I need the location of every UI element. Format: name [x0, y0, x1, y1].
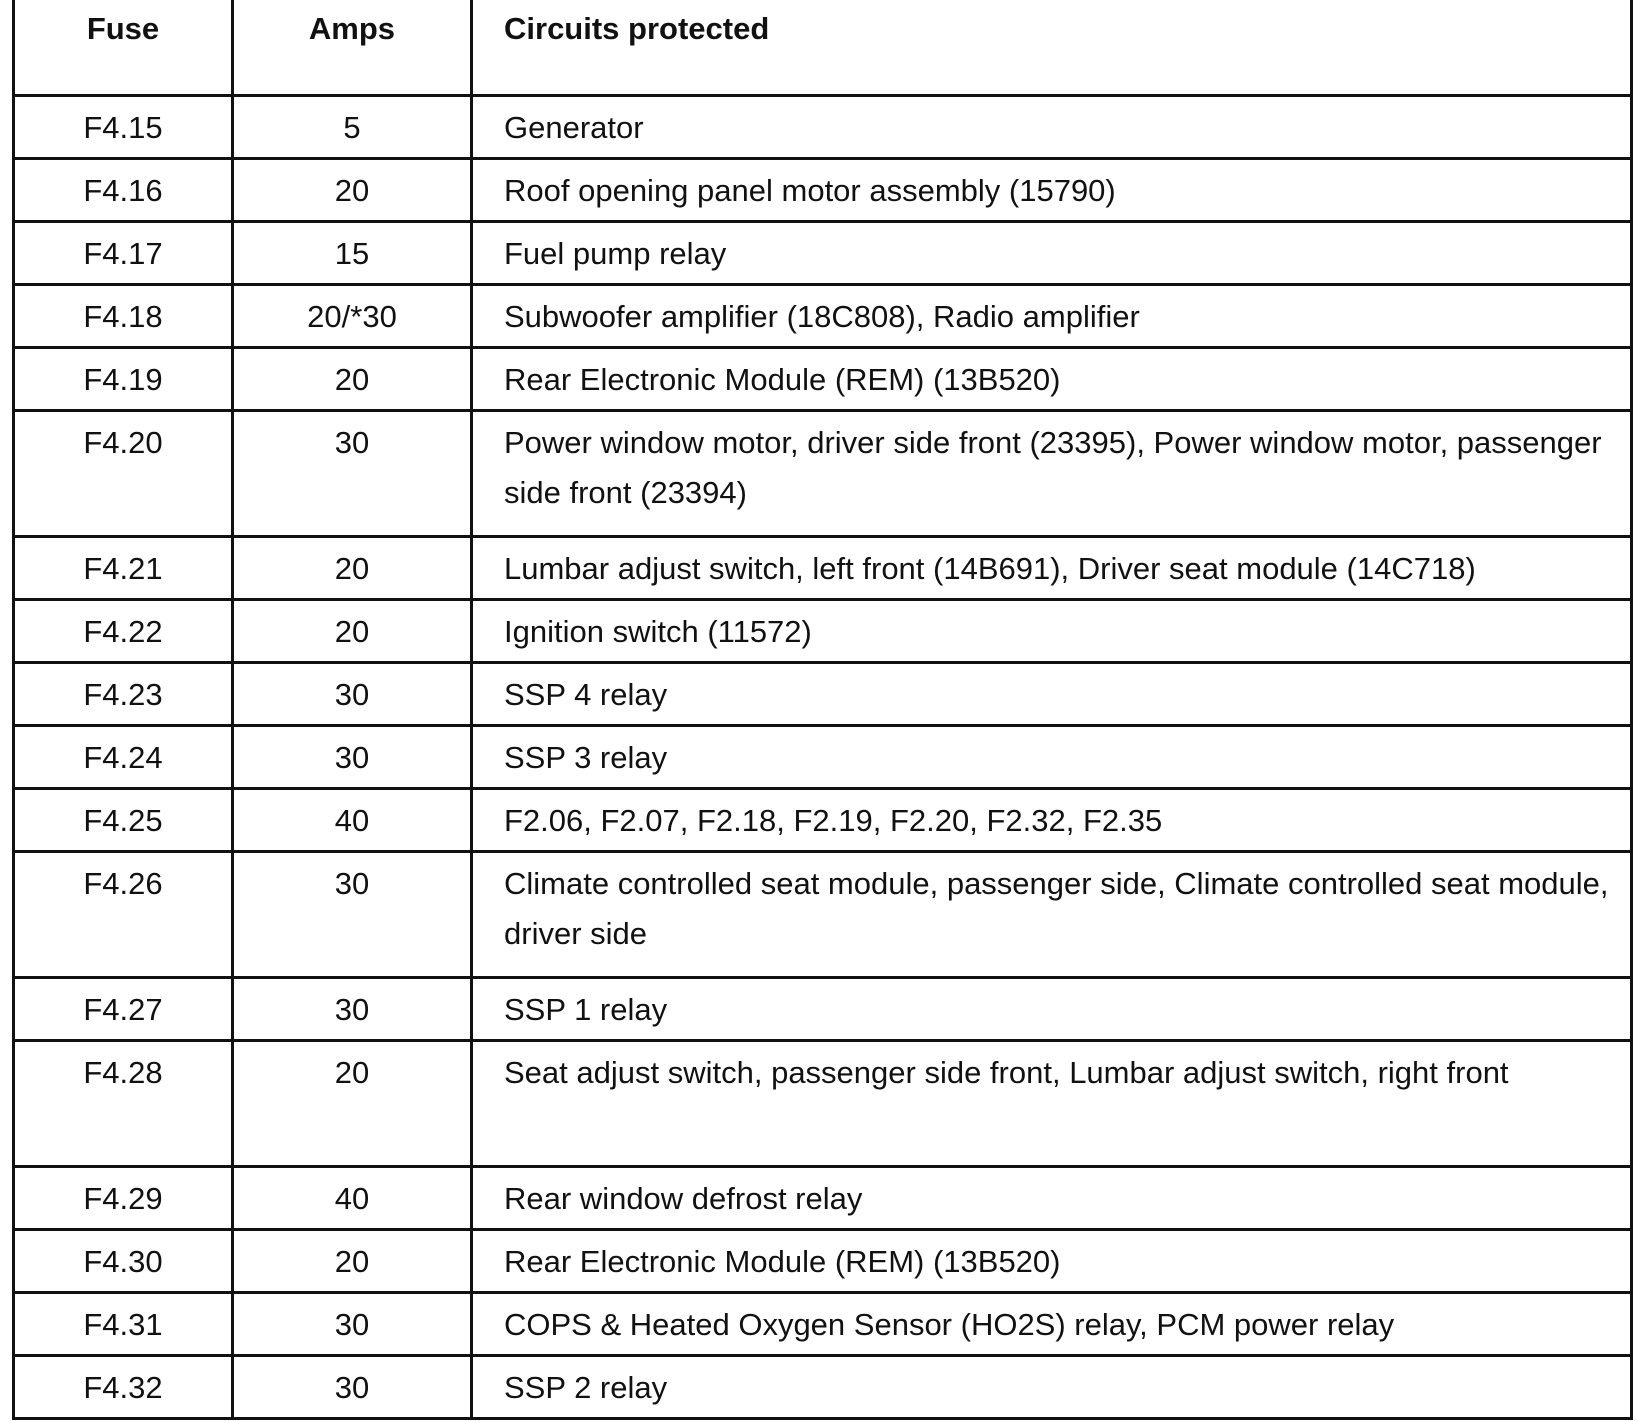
fuse-cell: F4.31: [14, 1293, 233, 1356]
fuse-cell: F4.19: [14, 348, 233, 411]
table-row: [14, 1167, 1632, 1230]
amps-cell: 20: [233, 537, 472, 600]
amps-cell: 30: [233, 978, 472, 1041]
table-row: [14, 1230, 1632, 1293]
amps-cell: 30: [233, 1293, 472, 1356]
amps-cell: 20/*30: [233, 285, 472, 348]
header-fuse: Fuse: [14, 0, 233, 96]
circuits-cell: Subwoofer amplifier (18C808), Radio amplifier: [472, 285, 1632, 348]
amps-cell: 40: [233, 789, 472, 852]
fuse-cell: F4.20: [14, 411, 233, 537]
fuse-cell: F4.30: [14, 1230, 233, 1293]
circuits-cell: Generator: [472, 96, 1632, 159]
header-amps: Amps: [233, 0, 472, 96]
amps-cell: 30: [233, 1356, 472, 1419]
circuits-cell: F2.06, F2.07, F2.18, F2.19, F2.20, F2.32, F2.35: [472, 789, 1632, 852]
table-row: [14, 222, 1632, 285]
circuits-cell: Rear Electronic Module (REM) (13B520): [472, 1230, 1632, 1293]
table-row: [14, 159, 1632, 222]
table-row: [14, 1293, 1632, 1356]
amps-cell: 20: [233, 1230, 472, 1293]
table-row: [14, 348, 1632, 411]
fuse-cell: F4.23: [14, 663, 233, 726]
fuse-cell: F4.26: [14, 852, 233, 978]
amps-cell: 30: [233, 726, 472, 789]
table-row: [14, 1356, 1632, 1419]
circuits-cell: SSP 2 relay: [472, 1356, 1632, 1419]
amps-cell: 20: [233, 348, 472, 411]
table-row: [14, 600, 1632, 663]
circuits-cell: SSP 4 relay: [472, 663, 1632, 726]
circuits-cell: Roof opening panel motor assembly (15790): [472, 159, 1632, 222]
amps-cell: 5: [233, 96, 472, 159]
table-row: [14, 1041, 1632, 1167]
amps-cell: 40: [233, 1167, 472, 1230]
table-row: [14, 852, 1632, 978]
fuse-cell: F4.15: [14, 96, 233, 159]
fuse-cell: F4.16: [14, 159, 233, 222]
circuits-cell: COPS & Heated Oxygen Sensor (HO2S) relay, PCM power relay: [472, 1293, 1632, 1356]
table-row: [14, 537, 1632, 600]
amps-cell: 30: [233, 663, 472, 726]
fuse-cell: F4.32: [14, 1356, 233, 1419]
table-row: [14, 663, 1632, 726]
fuse-cell: F4.27: [14, 978, 233, 1041]
table-row: [14, 726, 1632, 789]
table-row: [14, 411, 1632, 537]
amps-cell: 20: [233, 1041, 472, 1167]
fuse-cell: F4.21: [14, 537, 233, 600]
amps-cell: 30: [233, 852, 472, 978]
circuits-cell: Seat adjust switch, passenger side front, Lumbar adjust switch, right front: [472, 1041, 1632, 1167]
circuits-cell: SSP 3 relay: [472, 726, 1632, 789]
fuse-table: [12, 0, 1633, 1420]
fuse-cell: F4.24: [14, 726, 233, 789]
amps-cell: 15: [233, 222, 472, 285]
amps-cell: 30: [233, 411, 472, 537]
circuits-cell: Fuel pump relay: [472, 222, 1632, 285]
circuits-cell: Power window motor, driver side front (23395), Power window motor, passenger side front (23394): [472, 411, 1632, 537]
header-row: [14, 0, 1632, 96]
table-row: [14, 96, 1632, 159]
fuse-cell: F4.28: [14, 1041, 233, 1167]
header-circuits: Circuits protected: [472, 0, 1632, 96]
circuits-cell: Ignition switch (11572): [472, 600, 1632, 663]
fuse-cell: F4.25: [14, 789, 233, 852]
circuits-cell: Rear Electronic Module (REM) (13B520): [472, 348, 1632, 411]
table-row: [14, 285, 1632, 348]
circuits-cell: Lumbar adjust switch, left front (14B691), Driver seat module (14C718): [472, 537, 1632, 600]
amps-cell: 20: [233, 159, 472, 222]
fuse-cell: F4.17: [14, 222, 233, 285]
circuits-cell: Climate controlled seat module, passenger side, Climate controlled seat module, driver side: [472, 852, 1632, 978]
fuse-cell: F4.29: [14, 1167, 233, 1230]
amps-cell: 20: [233, 600, 472, 663]
table-row: [14, 978, 1632, 1041]
fuse-cell: F4.18: [14, 285, 233, 348]
circuits-cell: SSP 1 relay: [472, 978, 1632, 1041]
circuits-cell: Rear window defrost relay: [472, 1167, 1632, 1230]
table-row: [14, 789, 1632, 852]
fuse-cell: F4.22: [14, 600, 233, 663]
